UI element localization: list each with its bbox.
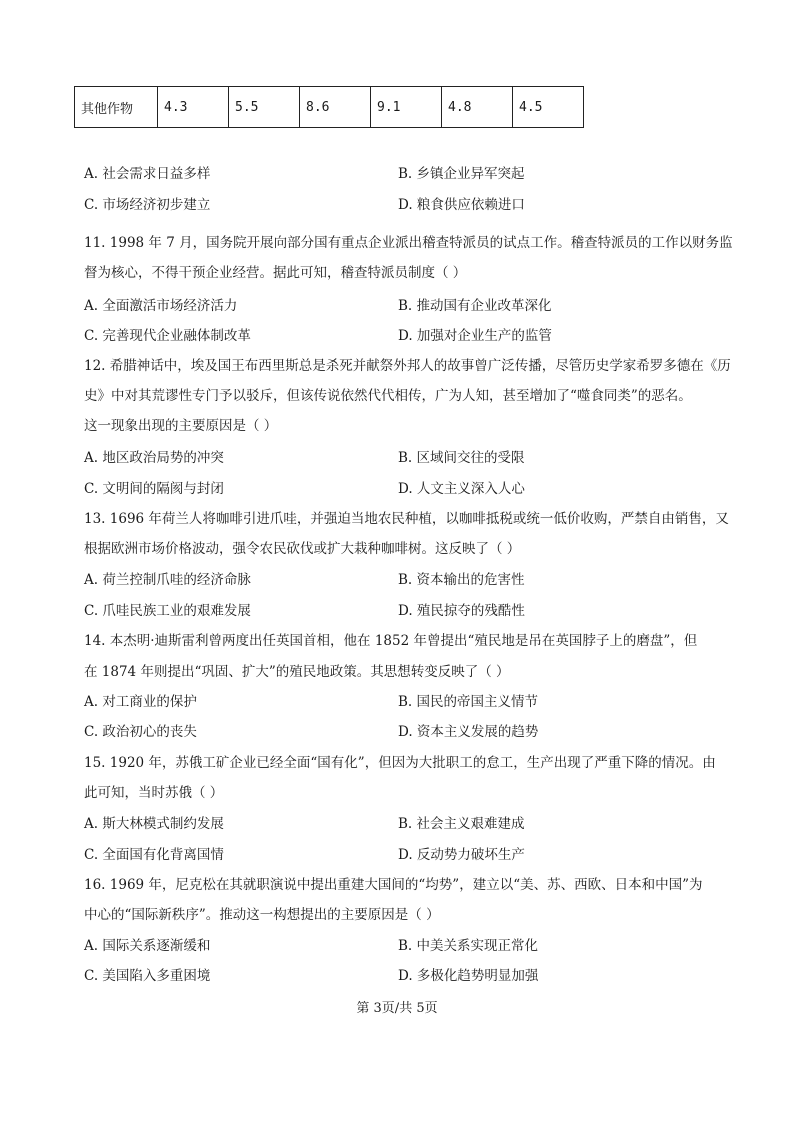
table-cell: 9.1	[371, 87, 442, 128]
q11-option-b: B. 推动国有企业改革深化	[398, 298, 552, 314]
q14-option-d: D. 资本主义发展的趋势	[398, 724, 539, 740]
q11-option-a: A. 全面激活市场经济活力	[84, 298, 238, 314]
table-cell: 5.5	[229, 87, 300, 128]
q12-stem-line-1: 12. 希腊神话中，埃及国王布西里斯总是杀死并献祭外邦人的故事曾广泛传播，尽管历史学家希罗多德在《历	[84, 358, 731, 374]
q15-option-a: A. 斯大林模式制约发展	[84, 816, 224, 832]
q11-stem-line-1: 11. 1998 年 7 月，国务院开展向部分国有重点企业派出稽查特派员的试点工作。稽查特派员的工作以财务监	[84, 235, 733, 251]
q13-option-c: C. 爪哇民族工业的艰难发展	[84, 603, 251, 619]
q12-option-b: B. 区域间交往的受限	[398, 450, 525, 466]
q15-option-b: B. 社会主义艰难建成	[398, 816, 525, 832]
q13-option-b: B. 资本输出的危害性	[398, 572, 525, 588]
q13-option-d: D. 殖民掠夺的残酷性	[398, 603, 525, 619]
q16-option-a: A. 国际关系逐渐缓和	[84, 938, 211, 954]
q14-stem-line-1: 14. 本杰明·迪斯雷利曾两度出任英国首相，他在 1852 年曾提出“殖民地是吊在英国脖子上的磨盘”，但	[84, 633, 698, 649]
table-cell: 8.6	[300, 87, 371, 128]
table-cell: 4.8	[442, 87, 513, 128]
q14-option-a: A. 对工商业的保护	[84, 694, 197, 710]
q15-option-c: C. 全面国有化背离国情	[84, 847, 224, 863]
q10-option-c: C. 市场经济初步建立	[84, 197, 211, 213]
q13-stem-line-1: 13. 1696 年荷兰人将咖啡引进爪哇，并强迫当地农民种植，以咖啡抵税或统一低价收购，严禁自由销售，又	[84, 511, 729, 527]
crop-data-table	[74, 86, 584, 128]
q11-option-c: C. 完善现代企业融体制改革	[84, 328, 251, 344]
q16-stem-line-2: 中心的“国际新秩序”。推动这一构想提出的主要原因是（ ）	[84, 907, 440, 923]
q14-option-b: B. 国民的帝国主义情节	[398, 694, 539, 710]
q16-option-c: C. 美国陷入多重困境	[84, 968, 211, 984]
q10-option-b: B. 乡镇企业异军突起	[398, 166, 525, 182]
table-cell: 4.3	[158, 87, 229, 128]
table-row-label: 其他作物	[75, 87, 158, 128]
q15-stem-line-1: 15. 1920 年，苏俄工矿企业已经全面“国有化”，但因为大批职工的怠工，生产出现了严重下降的情况。由	[84, 755, 716, 771]
page-number: 第 3页/共 5页	[356, 1001, 438, 1016]
q16-option-b: B. 中美关系实现正常化	[398, 938, 539, 954]
q15-option-d: D. 反动势力破坏生产	[398, 847, 525, 863]
table-cell: 4.5	[513, 87, 584, 128]
q14-stem-line-2: 在 1874 年则提出“巩固、扩大”的殖民地政策。其思想转变反映了（ ）	[84, 664, 510, 680]
q12-stem-line-2: 史》中对其荒谬性专门予以驳斥，但该传说依然代代相传，广为人知，甚至增加了“噬食同类”的恶名。	[84, 388, 692, 404]
q13-stem-line-2: 根据欧洲市场价格波动，强令农民砍伐或扩大栽种咖啡树。这反映了（ ）	[84, 541, 521, 557]
q10-option-a: A. 社会需求日益多样	[84, 166, 211, 182]
q11-stem-line-2: 督为核心，不得干预企业经营。据此可知，稽查特派员制度（ ）	[84, 265, 467, 281]
table-row	[75, 87, 584, 128]
q13-option-a: A. 荷兰控制爪哇的经济命脉	[84, 572, 251, 588]
q12-option-c: C. 文明间的隔阂与封闭	[84, 481, 224, 497]
q16-stem-line-1: 16. 1969 年，尼克松在其就职演说中提出重建大国间的“均势”，建立以“美、苏、西欧、日本和中国”为	[84, 877, 703, 893]
q10-option-d: D. 粮食供应依赖进口	[398, 197, 525, 213]
q12-stem-line-3: 这一现象出现的主要原因是（ ）	[84, 418, 278, 434]
q12-option-a: A. 地区政治局势的冲突	[84, 450, 224, 466]
q15-stem-line-2: 此可知，当时苏俄（ ）	[84, 785, 224, 801]
q11-option-d: D. 加强对企业生产的监管	[398, 328, 552, 344]
q14-option-c: C. 政治初心的丧失	[84, 724, 197, 740]
q16-option-d: D. 多极化趋势明显加强	[398, 968, 539, 984]
q12-option-d: D. 人文主义深入人心	[398, 481, 525, 497]
